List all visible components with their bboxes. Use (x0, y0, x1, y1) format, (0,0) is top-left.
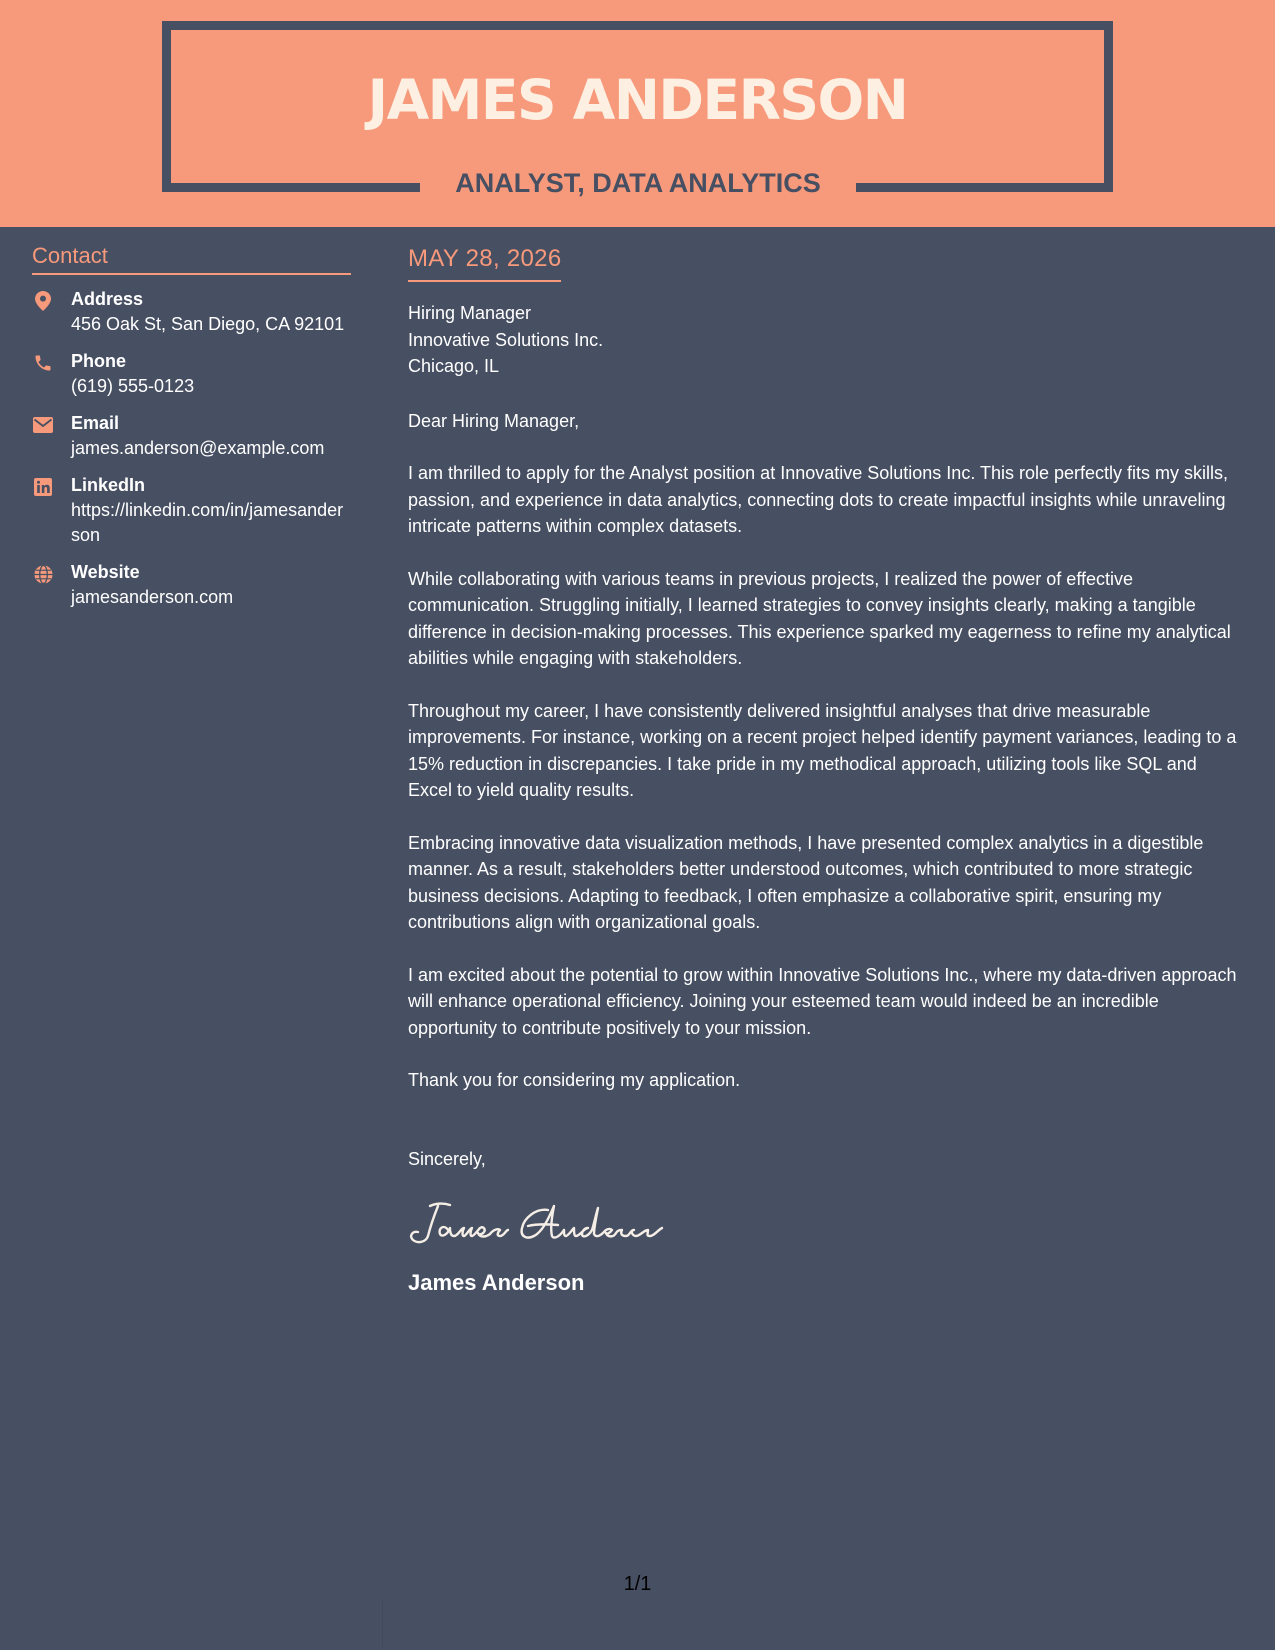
recipient-location: Chicago, IL (408, 356, 500, 376)
date-block (408, 242, 561, 282)
salutation: Dear Hiring Manager, (408, 410, 580, 431)
contact-heading: Contact (32, 242, 351, 275)
recipient-company: Innovative Solutions Inc. (408, 329, 604, 350)
contact-item-phone (32, 349, 351, 399)
letter-date: MAY 28, 2026 (408, 245, 562, 272)
signed-name: James Anderson (408, 1270, 585, 1295)
contact-item-website (32, 560, 351, 610)
envelope-icon (32, 414, 54, 436)
website-value[interactable]: jamesanderson.com (71, 587, 234, 607)
email-value[interactable]: james.anderson@example.com (71, 438, 325, 458)
contact-item-address (32, 287, 351, 337)
phone-icon (32, 352, 54, 374)
contact-label: Phone (71, 351, 127, 371)
recipient-name: Hiring Manager (408, 303, 532, 323)
contact-label: Address (71, 289, 144, 309)
applicant-name: JAMES ANDERSON (367, 68, 908, 132)
letter-paragraph: Thank you for considering my application. (408, 1070, 741, 1090)
handwritten-signature (408, 1200, 670, 1246)
contact-list (32, 275, 351, 610)
linkedin-value[interactable]: https://linkedin.com/in/jamesanderson (71, 500, 344, 545)
letter-paragraph: I am excited about the potential to grow within Innovative Solutions Inc., where my data-driven approach will enhance operational efficiency. Joining your esteemed team would indeed be an incredible opportunity to contribute positively to your mission. (408, 964, 1237, 1038)
phone-value[interactable]: (619) 555-0123 (71, 376, 195, 396)
column-divider (382, 1600, 383, 1650)
letter-paragraph: Throughout my career, I have consistently delivered insightful analyses that drive measurable improvements. For instance, working on a recent project helped identify payment variances, leading to a 15% reduction in discrepancies. I take pride in my methodical approach, utilizing tools like SQL and Excel to yield quality results. (408, 700, 1237, 800)
header-banner (0, 0, 1275, 227)
job-title: ANALYST, DATA ANALYTICS (455, 168, 821, 198)
page-number: 1/1 (623, 1573, 652, 1595)
contact-label: Website (71, 562, 140, 582)
map-pin-icon (32, 290, 54, 312)
contact-item-email (32, 411, 351, 461)
letter-paragraph: I am thrilled to apply for the Analyst position at Innovative Solutions Inc. This role perfectly fits my skills, passion, and experience in data analytics, connecting dots to create impactful insights while unraveling intricate patterns within complex datasets. (408, 463, 1229, 536)
letter-paragraph: While collaborating with various teams in previous projects, I realized the power of effective communication. Struggling initially, I learned strategies to convey insights clearly, making a tangible difference in decision-making processes. This experience sparked my eagerness to refine my analytical abilities while engaging with stakeholders. (408, 568, 1231, 668)
letter-paragraph: Embracing innovative data visualization methods, I have presented complex analytics in a digestible manner. As a result, stakeholders better understood outcomes, which contributed to more strategic business decisions. Adapting to feedback, I often emphasize a collaborative spirit, ensuring my contributions align with organizational goals. (408, 832, 1204, 932)
letter-body (408, 242, 1243, 1298)
recipient-block (408, 300, 1243, 380)
linkedin-icon (32, 476, 54, 498)
contact-item-linkedin (32, 473, 351, 548)
contact-label: LinkedIn (71, 475, 146, 495)
closing: Sincerely, (408, 1148, 486, 1169)
contact-sidebar (32, 242, 351, 622)
contact-label: Email (71, 413, 120, 433)
address-value: 456 Oak St, San Diego, CA 92101 (71, 314, 345, 334)
globe-icon (32, 563, 54, 585)
